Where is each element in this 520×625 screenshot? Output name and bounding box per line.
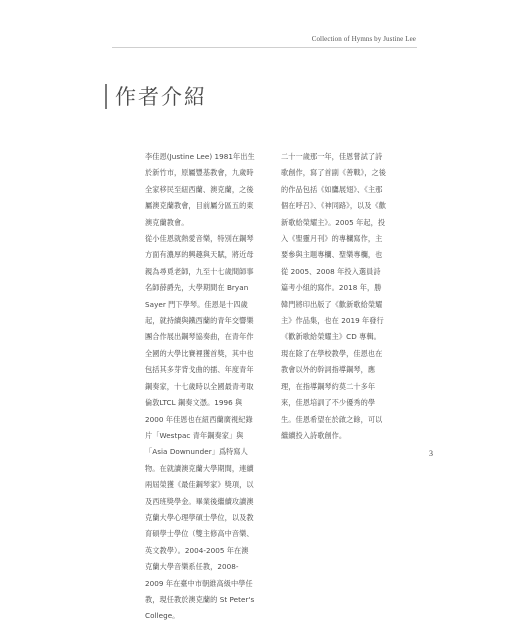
right-column: [281, 149, 386, 444]
paragraph: 從小佳恩就熱愛音樂，特別在鋼琴方面有濃厚的興趣與天賦，將近母親為尋覓老師，九至十七歲間師事名師薛爵先，大學期間在 Bryan Sayer 門下學琴。佳恩是十四歲起，就持續與鐵西蘭的青年交響樂團合作展出鋼琴協奏曲，在青年作全國的大學比賽裡獲首獎，其中也包括其多芽背戈曲的擂、年度青年鋼奏家，十七歲時以全國最青考取倫敦LTCL 鋼奏文憑。1996 與 2000 年佳恩也在紐西蘭廣視紀錄片「Westpac 青年鋼奏家」與「Asia Downunder」爲特寫人物。在就讀澳克蘭大學期間，連續兩屆榮獲《最佳鋼琴家》獎項，以及西班獎學金。畢業後繼續攻讀澳克蘭大學心理學碩士學位，以及教育碩學士學位（雙主修高中音樂、英文教學）。2004-2005 年在澳克蘭大學音樂系任教，2008-2009 年在臺中市朝維高級中學任教，現任教於澳克蘭的 St Peter's College。: [145, 234, 255, 621]
heading-accent-bar: [105, 84, 107, 109]
running-title: Collection of Hymns by Justine Lee: [311, 35, 416, 43]
left-column: [145, 149, 255, 625]
section-heading: [105, 81, 207, 111]
paragraph: 現在除了在學校教學，佳恩也在教會以外的幹詞指導鋼琴，應理，在指導鋼琴約莫二十多年來，佳恩培訓了不少優秀的學生。佳恩希望在於啟之餘，可以繼續投入詩歌創作。: [281, 348, 383, 440]
page-title: 作者介紹: [115, 85, 207, 109]
paragraph: 二十一歲那一年，佳恩嘗試了詩歌創作，寫了首副《善戰》，之後的作品包括《如鷹展翅》、《主那個在呼召》、《神同路》，以及《歡新歌給榮耀主》。2005 年起，投入《聖靈月刊》的專欄寫作，主要參與主題專欄、聖樂專欄，也從 2005、2008 年投入選員詩篇考小組的寫作。2018 年，勝韓門將印出版了《歡新歌給榮耀主》作品集，也在 2019 年發行《歡新歌給榮耀主》CD 專輯。: [281, 152, 387, 342]
header-rule: [112, 47, 417, 48]
page-number: 3: [429, 449, 433, 458]
paragraph: 李佳恩(Justine Lee) 1981年出生於新竹市，原屬豐基教會，九歲時全家移民至紐西蘭、澳克蘭，之後屬澳克蘭教會，目前屬分區五的東澳克蘭教會。: [145, 152, 255, 227]
